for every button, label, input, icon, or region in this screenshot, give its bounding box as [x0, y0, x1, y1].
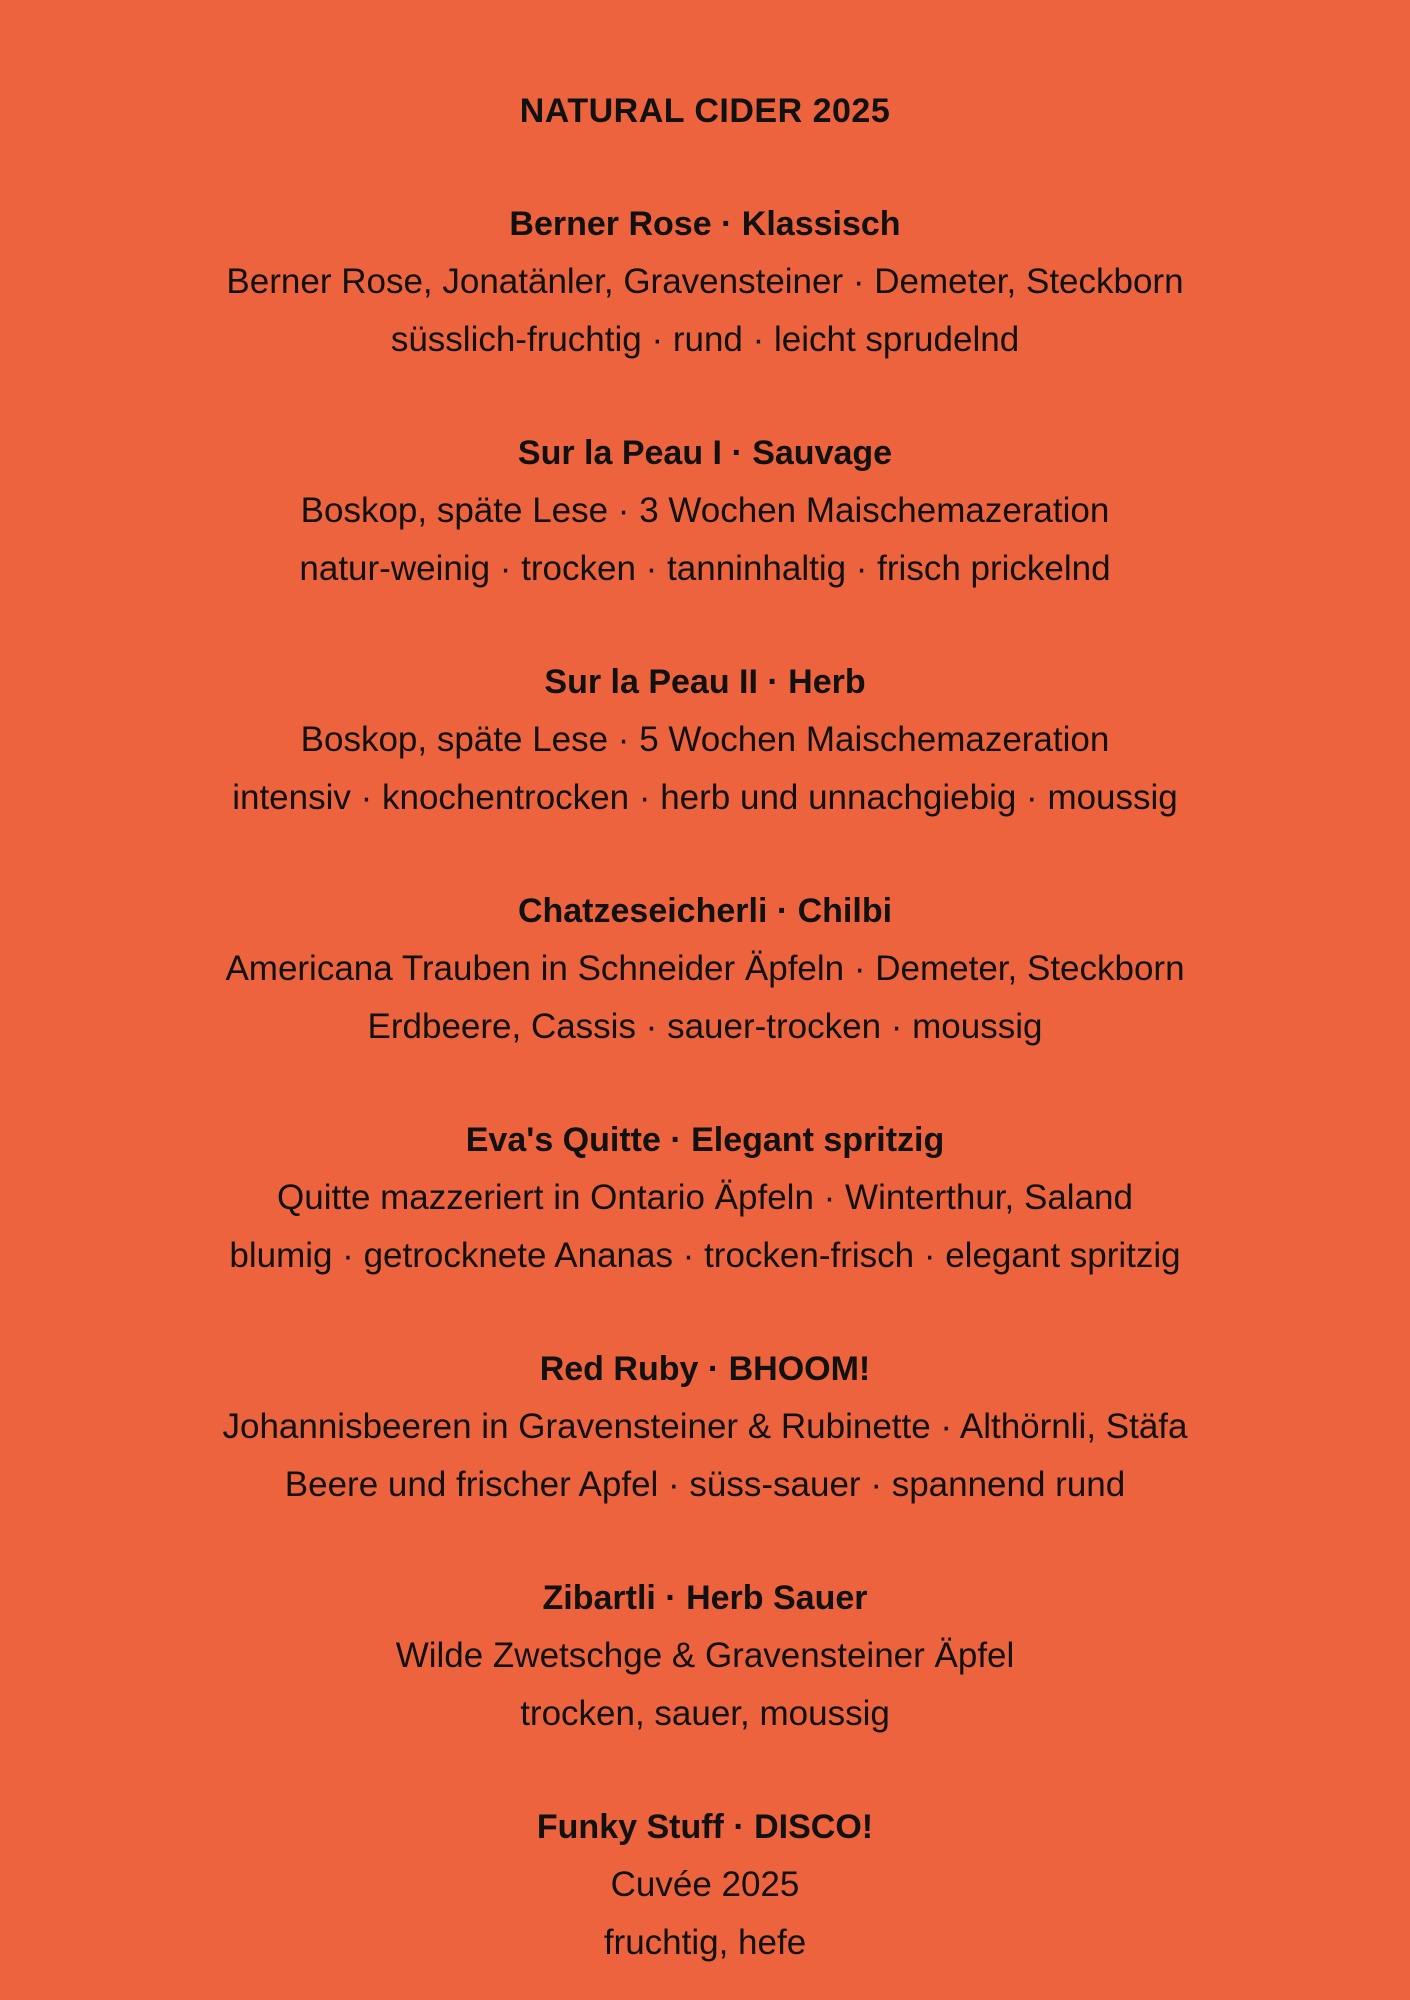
cider-item: [0, 424, 1410, 598]
cider-name: Sur la Peau II · Herb: [544, 663, 866, 701]
cider-origin: Boskop, späte Lese · 3 Wochen Maischemazeration: [300, 491, 1110, 530]
cider-origin: Berner Rose, Jonatänler, Gravensteiner · Demeter, Steckborn: [226, 262, 1184, 301]
cider-origin: Americana Trauben in Schneider Äpfeln · Demeter, Steckborn: [225, 949, 1185, 988]
cider-name: Berner Rose · Klassisch: [509, 205, 901, 243]
cider-item: [0, 653, 1410, 827]
cider-item: [0, 1340, 1410, 1514]
cider-taste: natur-weinig · trocken · tanninhaltig · frisch prickelnd: [299, 549, 1111, 588]
cider-item: [0, 1111, 1410, 1285]
cider-origin: Wilde Zwetschge & Gravensteiner Äpfel: [395, 1636, 1015, 1675]
cider-taste: intensiv · knochentrocken · herb und unnachgiebig · moussig: [232, 778, 1178, 817]
cider-item: [0, 882, 1410, 1056]
cider-name: Funky Stuff · DISCO!: [536, 1808, 874, 1846]
cider-item: [0, 1569, 1410, 1743]
cider-taste: blumig · getrocknete Ananas · trocken-frisch · elegant spritzig: [229, 1236, 1181, 1275]
cider-taste: trocken, sauer, moussig: [520, 1694, 890, 1733]
cider-origin: Cuvée 2025: [610, 1865, 800, 1904]
cider-taste: fruchtig, hefe: [603, 1923, 807, 1962]
cider-name: Eva's Quitte · Elegant spritzig: [465, 1121, 945, 1159]
cider-taste: süsslich-fruchtig · rund · leicht sprudelnd: [390, 320, 1020, 359]
cider-origin: Johannisbeeren in Gravensteiner & Rubinette · Althörnli, Stäfa: [222, 1407, 1188, 1446]
menu-title: NATURAL CIDER 2025: [519, 92, 891, 130]
cider-origin: Boskop, späte Lese · 5 Wochen Maischemazeration: [300, 720, 1110, 759]
cider-name: Red Ruby · BHOOM!: [539, 1350, 871, 1388]
cider-item: [0, 195, 1410, 369]
cider-taste: Erdbeere, Cassis · sauer-trocken · moussig: [367, 1007, 1043, 1046]
cider-item: [0, 1798, 1410, 1972]
cider-name: Zibartli · Herb Sauer: [542, 1579, 868, 1617]
cider-name: Sur la Peau I · Sauvage: [517, 434, 893, 472]
cider-origin: Quitte mazzeriert in Ontario Äpfeln · Winterthur, Saland: [277, 1178, 1133, 1217]
cider-name: Chatzeseicherli · Chilbi: [517, 892, 893, 930]
cider-taste: Beere und frischer Apfel · süss-sauer · spannend rund: [284, 1465, 1126, 1504]
